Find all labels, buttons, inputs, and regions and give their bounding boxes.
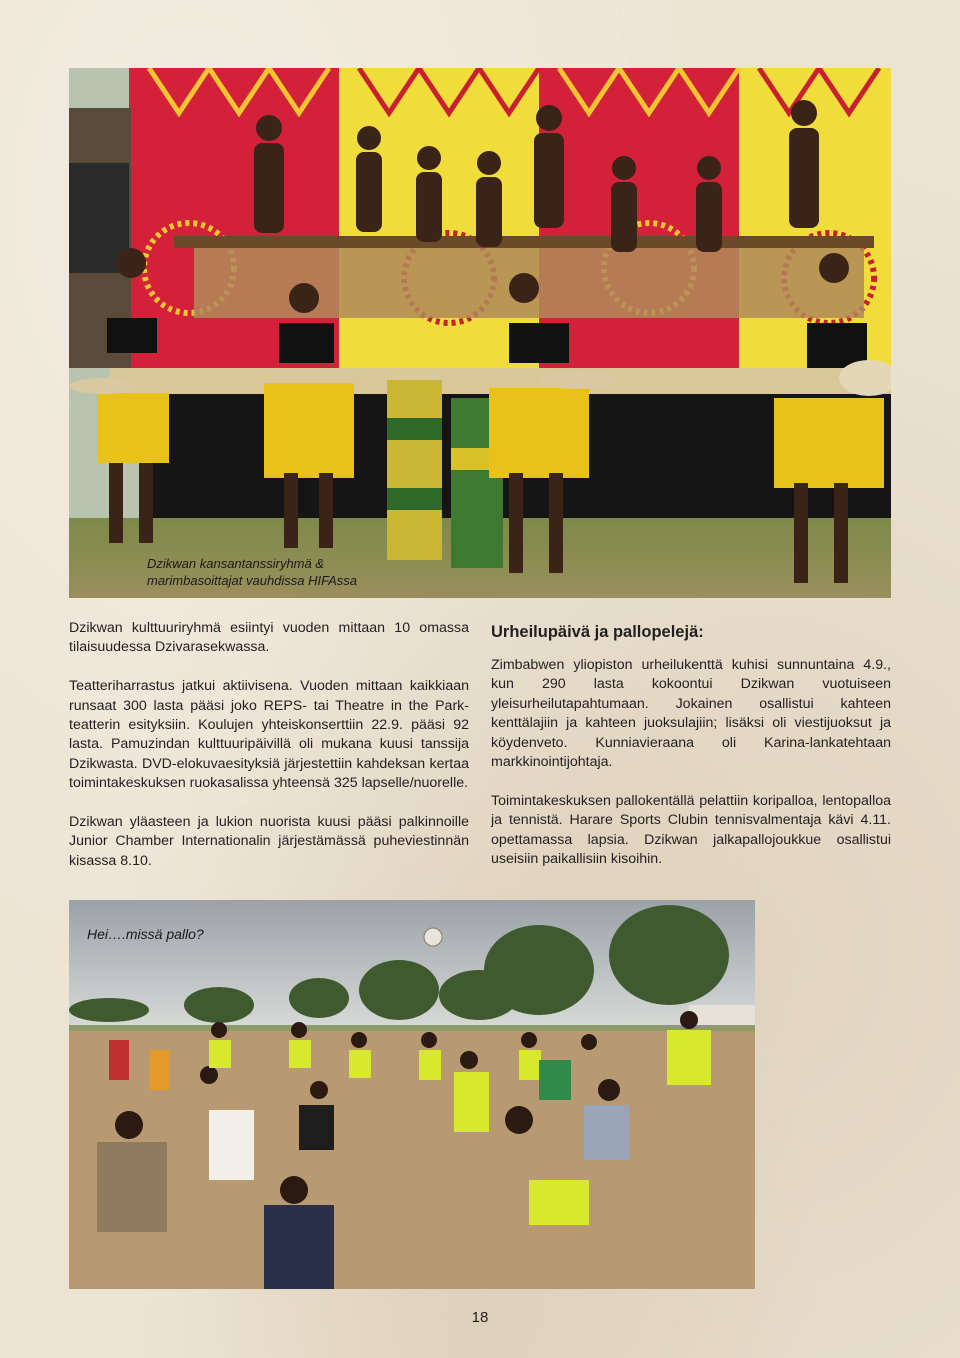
left-text-column [69,619,469,891]
page-number: 18 [471,1309,489,1326]
right-text-column [491,622,891,889]
photo-caption [147,555,357,589]
paragraph: Toimintakeskuksen pallokentällä pelattiin koripalloa, lentopalloa ja tennistä. Harare Sports Clubin tennisvalmentaja kävi 4.11. opettamassa lapsia. Dzikwan jalkapallojoukkue osallistui useisiin paikallisiin kisoihin. [491,792,891,868]
paragraph: Dzikwan kulttuuriryhmä esiintyi vuoden mittaan 10 omassa tilaisuudessa Dzivarasekwassa. [69,620,469,656]
photo-dance-group [69,68,891,598]
paragraph: Teatteriharrastus jatkui aktiivisena. Vuoden mittaan kaikkiaan runsaat 300 lasta pääsi joko REPS- tai Theatre in the Park-teatterin esityksiin. Koulujen yhteiskonserttiin 22.9. pääsi 92 lasta. Pamuzindan kulttuuripäivillä oli mukana kuusi tanssija Dzikwasta. DVD-elokuvaesityksiä järjestettiin kahdeksan kertaa toimintakeskuksen ruokasalissa yhteensä 325 lapselle/nuorelle. [69,678,469,792]
caption-line: marimbasoittajat vauhdissa HIFAssa [147,573,358,588]
photo-caption: Hei….missä pallo? [87,926,204,942]
section-heading: Urheilupäivä ja pallopelejä: [491,623,704,641]
paragraph: Zimbabwen yliopiston urheilukenttä kuhisi sunnuntaina 4.9., kun 290 lasta kokoontui Dzikwan vuotuiseen yleisurheilutapahtumaan. Jokainen osallistui kahteen kenttälajiin ja kahteen juoksulajiin; lisäksi oli viestijuoksut ja köydenveto. Kunniavieraana oli Karina-lankatehtaan markkinointijohtaja. [491,657,891,771]
photo-football-field [69,900,755,1289]
paragraph: Dzikwan yläasteen ja lukion nuorista kuusi pääsi palkinnoille Junior Chamber Internationalin järjestämässä puheviestinnän kisassa 8.10. [69,814,469,869]
caption-line: Dzikwan kansantanssiryhmä & [147,556,325,571]
